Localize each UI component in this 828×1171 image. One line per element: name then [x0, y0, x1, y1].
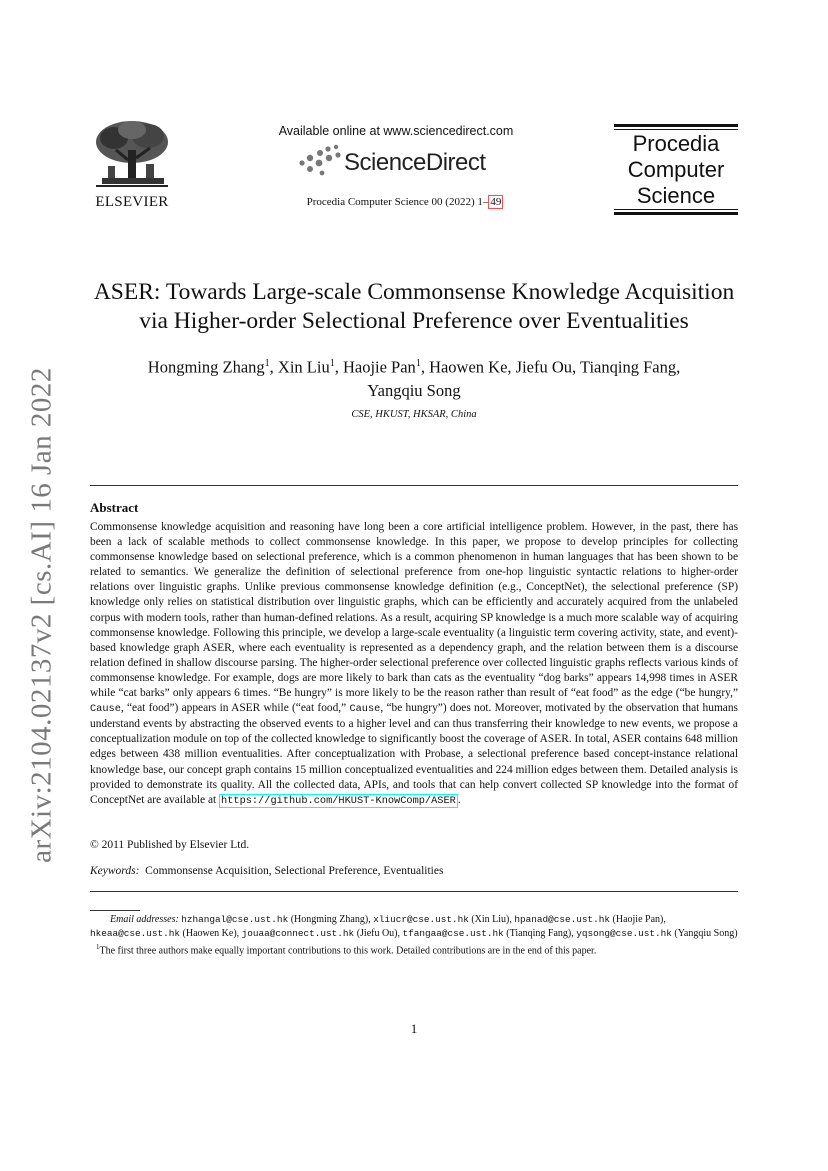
- footnote-text: The first three authors make equally important contributions to this work. Detailed contributions are in the end of this paper.: [99, 945, 597, 957]
- email-link[interactable]: jouaa@connect.ust.hk: [241, 927, 355, 939]
- author-3-mark: 1: [415, 358, 421, 369]
- email-owner: (Yangqiu Song): [674, 927, 738, 939]
- procedia-top-thin-rule: [614, 129, 738, 130]
- email-link[interactable]: yqsong@cse.ust.hk: [576, 927, 672, 939]
- email-link[interactable]: xliucr@cse.ust.hk: [373, 914, 469, 925]
- abstract-end: .: [457, 793, 461, 806]
- abstract-text-1: Commonsense knowledge acquisition and reasoning have long been a core artificial intelligence problem. However, in the past, there has been a lack of scalable methods to collect commonsense knowledge. In this paper, we propose to develop principles for collecting commonsense knowledge based on selectional preference, which is a common phenomenon in human languages that has been shown to be related to semantics. We generalize the definition of selectional preference from one-hop linguistic syntactic relations to higher-order relations over linguistic graphs. Unlike previous commonsense knowledge definition (e.g., ConceptNet), the selectional preference (SP) knowledge only relies on statistical distribution over linguistic graphs, which can be efficiently and accurately acquired from the unlabeled corpus with modern tools, rather than human-defined relations. As a result, acquiring SP knowledge is a much more scalable way of acquiring commonsense knowledge. Following this principle, we develop a large-scale eventuality (a linguistic term covering activity, state, and event)-based knowledge graph ASER, where each eventuality is represented as a dependency graph, and the relation between them is a discourse relation defined in shallow discourse parsing. The higher-order selectional preference over collected linguistic graphs reflects various kinds of commonsense knowledge. For example, dogs are more likely to bark than cats as the eventuality “dog barks” appears 14,998 times in ASER while “cat barks” only appears 6 times. “Be hungry” is more likely to be the reason rather than result of “eat food” as the edge (“be hungry,”: [90, 521, 738, 700]
- sciencedirect-dots-icon: [298, 143, 344, 179]
- cause-relation-1: Cause: [90, 703, 121, 716]
- abstract-body: [90, 520, 738, 809]
- title-line-2: via Higher-order Selectional Preference over Eventualities: [139, 308, 689, 334]
- author-1: Hongming Zhang: [147, 357, 265, 377]
- sciencedirect-wordmark: ScienceDirect: [344, 149, 486, 176]
- procedia-line-2: Computer: [627, 157, 725, 182]
- available-online-line: Available online at www.sciencedirect.com: [278, 124, 514, 138]
- email-label: Email addresses:: [110, 914, 179, 925]
- affiliation: CSE, HKUST, HKSAR, China: [351, 409, 477, 420]
- author-3: Haojie Pan: [342, 357, 416, 377]
- journal-citation-text: Procedia Computer Science 00 (2022) 1–: [306, 196, 489, 208]
- page-number: 1: [410, 1021, 418, 1036]
- author-1-mark: 1: [264, 358, 270, 369]
- email-owner: (Haowen Ke),: [180, 927, 242, 939]
- author-rest: , Haowen Ke, Jiefu Ou, Tianqing Fang,: [420, 357, 681, 377]
- footnotes: [90, 913, 738, 958]
- email-owner: (Hongming Zhang),: [288, 914, 374, 925]
- last-page-link[interactable]: 49: [490, 196, 502, 208]
- procedia-bottom-thin-rule: [614, 209, 738, 210]
- author-line-1: Hongming Zhang$^1$, Xin Liu$^1$, Haojie Pan$^1$, Haowen Ke, Jiefu Ou, Tianqing Fang,: [147, 357, 681, 377]
- sciencedirect-logo: [298, 143, 498, 183]
- email-link[interactable]: tfangaa@cse.ust.hk: [402, 927, 504, 939]
- procedia-line-3: Science: [636, 183, 716, 208]
- keywords: [90, 865, 443, 877]
- cause-relation-2: Cause: [349, 703, 381, 716]
- author-2: Xin Liu: [277, 357, 330, 377]
- author-list: [90, 352, 738, 402]
- footnote-mark: 1: [96, 943, 100, 951]
- procedia-journal-box: [614, 124, 738, 215]
- author-2-mark: 1: [329, 358, 335, 369]
- email-link[interactable]: hkeaa@cse.ust.hk: [90, 927, 181, 939]
- email-link[interactable]: hzhangal@cse.ust.hk: [181, 914, 289, 925]
- email-owner: (Xin Liu),: [468, 914, 515, 925]
- github-link[interactable]: https://github.com/HKUST-KnowComp/ASER: [221, 794, 456, 807]
- procedia-journal-name: [614, 131, 738, 209]
- email-owner: (Jiefu Ou),: [354, 927, 403, 939]
- title-line-1: ASER: Towards Large-scale Commonsense Knowledge Acquisition: [93, 279, 735, 305]
- author-line-2: Yangqiu Song: [367, 380, 461, 400]
- keywords-label: Keywords:: [90, 865, 140, 877]
- email-footnote: [90, 913, 738, 940]
- procedia-bottom-rule: [614, 212, 738, 215]
- email-owner: (Haojie Pan),: [610, 914, 666, 925]
- abstract-bottom-rule: [90, 891, 738, 892]
- keywords-text: Commonsense Acquisition, Selectional Preference, Eventualities: [145, 865, 444, 877]
- copyright-notice: © 2011 Published by Elsevier Ltd.: [90, 839, 250, 851]
- procedia-line-1: Procedia: [632, 131, 720, 156]
- abstract-heading: Abstract: [90, 500, 139, 515]
- publisher-name: ELSEVIER: [95, 194, 169, 210]
- footnote-rule: [90, 910, 140, 911]
- email-link[interactable]: hpanad@cse.ust.hk: [514, 914, 611, 925]
- abstract-top-rule: [90, 485, 738, 486]
- elsevier-logo: [92, 120, 172, 211]
- abstract-text-2: , “eat food”) appears in ASER while (“eat food,”: [120, 702, 350, 715]
- procedia-top-rule: [614, 124, 738, 127]
- contribution-footnote: [90, 941, 738, 958]
- elsevier-tree-icon: [92, 120, 172, 192]
- arxiv-stamp: arXiv:2104.02137v2 [cs.AI] 16 Jan 2022: [25, 367, 58, 863]
- abstract-text-3: , “be hungry”) does not. Moreover, motivated by the observation that humans understand events by abstracting the observed events to a higher level and can thus transferring their knowledge to new events, we propose a conceptualization module on top of the collected knowledge to significantly boost the coverage of ASER. In total, ASER contains 648 million edges between 438 million eventualities. After conceptualization with Probase, a selectional preference based concept-instance relational knowledge base, our concept graph contains 15 million conceptualized eventualities and 224 million edges between them. Detailed analysis is provided to demonstrate its quality. All the collected data, APIs, and tools that can help convert collected SP knowledge into the format of ConceptNet are available at: [90, 702, 738, 806]
- email-owner: (Tianqing Fang),: [503, 927, 577, 939]
- paper-title: [60, 278, 768, 336]
- journal-citation: [260, 196, 550, 208]
